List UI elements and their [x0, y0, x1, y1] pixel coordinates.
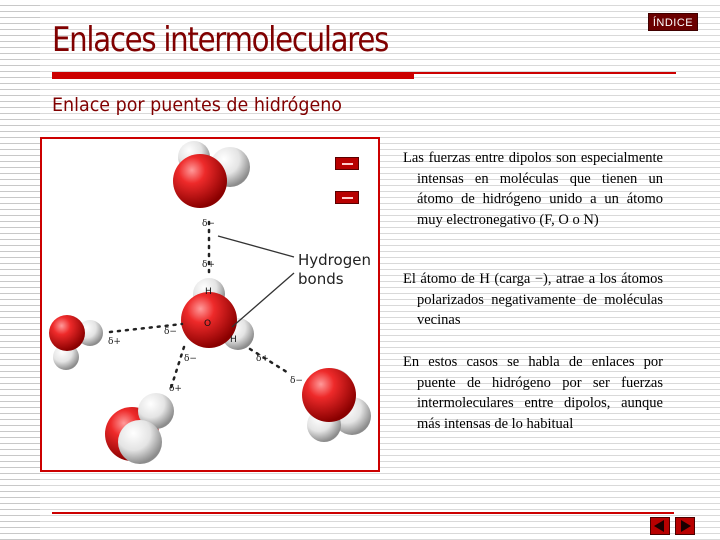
left-margin-rule — [0, 0, 40, 540]
partial-charge-plus-bottom: δ+ — [169, 384, 182, 394]
partial-charge-plus-right: δ+ — [256, 354, 269, 364]
partial-charge-minus-right: δ− — [290, 376, 303, 386]
water-molecule-right — [302, 368, 371, 442]
water-molecule-center — [181, 278, 254, 350]
hydrogen-bond-figure — [40, 137, 380, 472]
paragraph-2: El átomo de H (carga −), atrae a los átomos polarizados negativamente de moléculas vecinas — [403, 271, 663, 328]
water-molecule-bottom — [105, 393, 174, 464]
atom-label-h-top: H — [205, 287, 212, 297]
title-underline-line — [414, 72, 676, 74]
partial-charge-plus-left: δ+ — [108, 337, 121, 347]
partial-charge-minus-left: δ− — [164, 327, 177, 337]
hydrogen-bonds-label-line2: bonds — [298, 270, 344, 288]
section-subtitle: Enlace por puentes de hidrógeno — [52, 94, 342, 116]
footer-rule — [52, 512, 674, 514]
arrow-left-icon — [651, 518, 669, 534]
atom-label-o: O — [204, 319, 212, 329]
atom-label-h-right: H — [230, 335, 237, 345]
partial-charge-minus-bottom: δ− — [184, 354, 197, 364]
title-underline-bar — [52, 72, 414, 79]
water-molecule-top — [173, 141, 250, 208]
hydrogen-bonds-label-line1: Hydrogen — [298, 251, 371, 269]
index-button[interactable]: ÍNDICE — [648, 13, 698, 31]
prev-slide-button[interactable] — [650, 517, 670, 535]
water-molecule-left — [49, 315, 103, 370]
paragraph-1: Las fuerzas entre dipolos son especialmente intensas en moléculas que tienen un átomo de hidrógeno unido a un átomo muy electronegativo (F, O o N) — [403, 150, 663, 228]
paragraph-3: En estos casos se habla de enlaces por puente de hidrógeno por ser fuerzas intermoleculares entre dipolos, aunque más intensas de lo habitual — [403, 354, 663, 432]
next-slide-button[interactable] — [675, 517, 695, 535]
figure-nav-button-1[interactable] — [335, 157, 359, 170]
partial-charge-minus-top: δ− — [202, 219, 215, 229]
hydrogen-bond-diagram — [42, 139, 378, 470]
page-title: Enlaces intermoleculares — [52, 20, 389, 60]
partial-charge-plus-top: δ+ — [202, 260, 215, 270]
figure-nav-button-2[interactable] — [335, 191, 359, 204]
arrow-right-icon — [676, 518, 694, 534]
